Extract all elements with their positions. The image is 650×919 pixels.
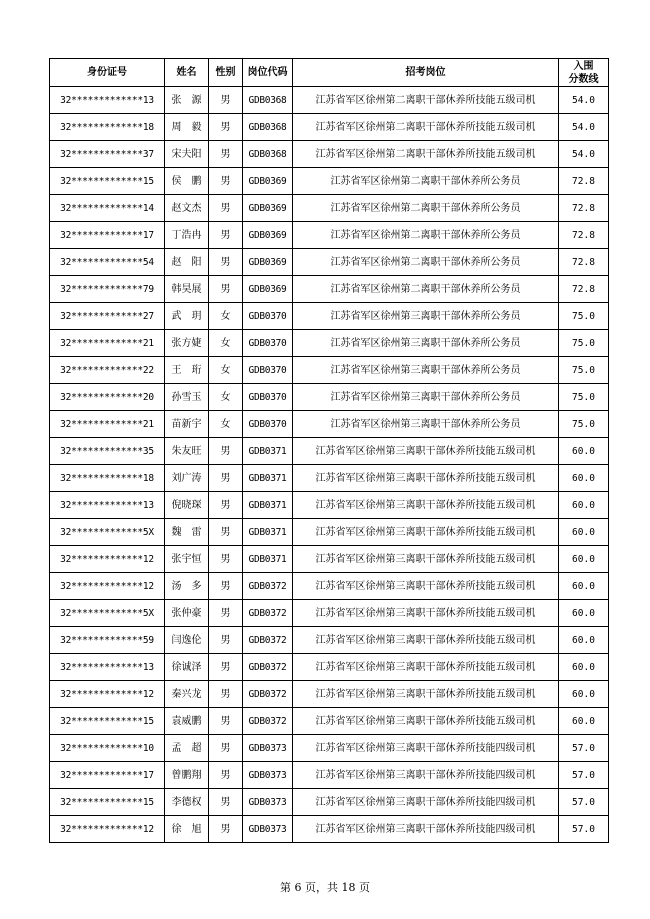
code-cell: GDB0373 <box>243 735 293 762</box>
table-row <box>50 195 609 222</box>
header-code: 岗位代码 <box>243 59 293 87</box>
position-cell: 江苏省军区徐州第三离职干部休养所技能五级司机 <box>293 573 559 600</box>
name-cell: 武 玥 <box>165 303 209 330</box>
gender-cell: 女 <box>209 330 243 357</box>
code-cell: GDB0369 <box>243 249 293 276</box>
position-cell: 江苏省军区徐州第三离职干部休养所技能五级司机 <box>293 708 559 735</box>
score-cell: 60.0 <box>559 519 609 546</box>
name-cell: 魏 雷 <box>165 519 209 546</box>
position-cell: 江苏省军区徐州第三离职干部休养所技能四级司机 <box>293 735 559 762</box>
name-cell: 汤 多 <box>165 573 209 600</box>
score-cell: 75.0 <box>559 384 609 411</box>
position-cell: 江苏省军区徐州第二离职干部休养所公务员 <box>293 276 559 303</box>
name-cell: 宋夫阳 <box>165 141 209 168</box>
score-cell: 60.0 <box>559 465 609 492</box>
score-cell: 75.0 <box>559 357 609 384</box>
position-cell: 江苏省军区徐州第三离职干部休养所公务员 <box>293 411 559 438</box>
header-position: 招考岗位 <box>293 59 559 87</box>
code-cell: GDB0373 <box>243 816 293 843</box>
position-cell: 江苏省军区徐州第三离职干部休养所技能四级司机 <box>293 789 559 816</box>
gender-cell: 男 <box>209 168 243 195</box>
code-cell: GDB0372 <box>243 654 293 681</box>
table-row <box>50 789 609 816</box>
position-cell: 江苏省军区徐州第二离职干部休养所公务员 <box>293 249 559 276</box>
name-cell: 袁威鹏 <box>165 708 209 735</box>
score-cell: 72.8 <box>559 276 609 303</box>
position-cell: 江苏省军区徐州第三离职干部休养所技能五级司机 <box>293 654 559 681</box>
id-cell: 32*************12 <box>50 546 165 573</box>
gender-cell: 男 <box>209 708 243 735</box>
header-score <box>559 59 609 87</box>
gender-cell: 女 <box>209 384 243 411</box>
score-cell: 54.0 <box>559 114 609 141</box>
code-cell: GDB0369 <box>243 276 293 303</box>
score-cell: 72.8 <box>559 195 609 222</box>
id-cell: 32*************5X <box>50 519 165 546</box>
score-cell: 60.0 <box>559 600 609 627</box>
name-cell: 孙雪玉 <box>165 384 209 411</box>
code-cell: GDB0371 <box>243 546 293 573</box>
score-cell: 57.0 <box>559 789 609 816</box>
gender-cell: 男 <box>209 735 243 762</box>
header-score-line2: 分数线 <box>568 73 599 85</box>
gender-cell: 男 <box>209 141 243 168</box>
code-cell: GDB0372 <box>243 600 293 627</box>
code-cell: GDB0373 <box>243 762 293 789</box>
position-cell: 江苏省军区徐州第三离职干部休养所技能五级司机 <box>293 627 559 654</box>
name-cell: 张方婕 <box>165 330 209 357</box>
score-cell: 72.8 <box>559 249 609 276</box>
code-cell: GDB0371 <box>243 492 293 519</box>
code-cell: GDB0368 <box>243 87 293 114</box>
gender-cell: 女 <box>209 357 243 384</box>
name-cell: 秦兴龙 <box>165 681 209 708</box>
score-cell: 57.0 <box>559 762 609 789</box>
position-cell: 江苏省军区徐州第三离职干部休养所技能五级司机 <box>293 438 559 465</box>
table-row <box>50 681 609 708</box>
table-row <box>50 168 609 195</box>
position-cell: 江苏省军区徐州第三离职干部休养所技能五级司机 <box>293 465 559 492</box>
table-row <box>50 492 609 519</box>
table-row <box>50 276 609 303</box>
table-row <box>50 627 609 654</box>
position-cell: 江苏省军区徐州第三离职干部休养所技能五级司机 <box>293 519 559 546</box>
gender-cell: 男 <box>209 222 243 249</box>
name-cell: 刘广涛 <box>165 465 209 492</box>
code-cell: GDB0370 <box>243 411 293 438</box>
code-cell: GDB0371 <box>243 519 293 546</box>
position-cell: 江苏省军区徐州第二离职干部休养所技能五级司机 <box>293 114 559 141</box>
table-row <box>50 762 609 789</box>
name-cell: 王 珩 <box>165 357 209 384</box>
score-cell: 75.0 <box>559 303 609 330</box>
id-cell: 32*************15 <box>50 789 165 816</box>
id-cell: 32*************79 <box>50 276 165 303</box>
position-cell: 江苏省军区徐州第三离职干部休养所技能四级司机 <box>293 762 559 789</box>
gender-cell: 男 <box>209 789 243 816</box>
position-cell: 江苏省军区徐州第二离职干部休养所技能五级司机 <box>293 87 559 114</box>
id-cell: 32*************20 <box>50 384 165 411</box>
table-row <box>50 573 609 600</box>
score-cell: 60.0 <box>559 654 609 681</box>
name-cell: 张 源 <box>165 87 209 114</box>
id-cell: 32*************37 <box>50 141 165 168</box>
score-cell: 54.0 <box>559 141 609 168</box>
table-row <box>50 654 609 681</box>
position-cell: 江苏省军区徐州第二离职干部休养所公务员 <box>293 168 559 195</box>
id-cell: 32*************5X <box>50 600 165 627</box>
gender-cell: 男 <box>209 249 243 276</box>
name-cell: 孟 超 <box>165 735 209 762</box>
code-cell: GDB0369 <box>243 195 293 222</box>
code-cell: GDB0368 <box>243 141 293 168</box>
id-cell: 32*************18 <box>50 114 165 141</box>
id-cell: 32*************17 <box>50 762 165 789</box>
id-cell: 32*************14 <box>50 195 165 222</box>
position-cell: 江苏省军区徐州第三离职干部休养所技能五级司机 <box>293 681 559 708</box>
table-row <box>50 546 609 573</box>
header-id: 身份证号 <box>50 59 165 87</box>
code-cell: GDB0370 <box>243 303 293 330</box>
table-row <box>50 519 609 546</box>
id-cell: 32*************12 <box>50 573 165 600</box>
name-cell: 丁浩冉 <box>165 222 209 249</box>
position-cell: 江苏省军区徐州第三离职干部休养所公务员 <box>293 330 559 357</box>
id-cell: 32*************59 <box>50 627 165 654</box>
id-cell: 32*************15 <box>50 168 165 195</box>
gender-cell: 男 <box>209 627 243 654</box>
name-cell: 韩昊展 <box>165 276 209 303</box>
name-cell: 倪晓琛 <box>165 492 209 519</box>
table-row <box>50 87 609 114</box>
name-cell: 朱友旺 <box>165 438 209 465</box>
id-cell: 32*************27 <box>50 303 165 330</box>
gender-cell: 男 <box>209 519 243 546</box>
code-cell: GDB0369 <box>243 168 293 195</box>
name-cell: 闫逸伦 <box>165 627 209 654</box>
position-cell: 江苏省军区徐州第二离职干部休养所技能五级司机 <box>293 141 559 168</box>
code-cell: GDB0372 <box>243 681 293 708</box>
id-cell: 32*************21 <box>50 411 165 438</box>
name-cell: 曾鹏翔 <box>165 762 209 789</box>
gender-cell: 男 <box>209 114 243 141</box>
score-cell: 60.0 <box>559 492 609 519</box>
results-sheet <box>49 58 609 843</box>
score-cell: 60.0 <box>559 438 609 465</box>
header-score-line1: 入围 <box>573 60 594 72</box>
gender-cell: 男 <box>209 276 243 303</box>
table-row <box>50 249 609 276</box>
table-row <box>50 384 609 411</box>
score-cell: 72.8 <box>559 168 609 195</box>
code-cell: GDB0369 <box>243 222 293 249</box>
score-cell: 54.0 <box>559 87 609 114</box>
position-cell: 江苏省军区徐州第三离职干部休养所技能五级司机 <box>293 492 559 519</box>
id-cell: 32*************18 <box>50 465 165 492</box>
id-cell: 32*************22 <box>50 357 165 384</box>
code-cell: GDB0372 <box>243 573 293 600</box>
name-cell: 徐诚泽 <box>165 654 209 681</box>
score-cell: 75.0 <box>559 330 609 357</box>
code-cell: GDB0371 <box>243 438 293 465</box>
code-cell: GDB0371 <box>243 465 293 492</box>
id-cell: 32*************21 <box>50 330 165 357</box>
id-cell: 32*************17 <box>50 222 165 249</box>
table-row <box>50 357 609 384</box>
code-cell: GDB0372 <box>243 627 293 654</box>
id-cell: 32*************35 <box>50 438 165 465</box>
table-row <box>50 141 609 168</box>
position-cell: 江苏省军区徐州第二离职干部休养所公务员 <box>293 222 559 249</box>
code-cell: GDB0370 <box>243 330 293 357</box>
gender-cell: 女 <box>209 411 243 438</box>
gender-cell: 男 <box>209 573 243 600</box>
name-cell: 周 毅 <box>165 114 209 141</box>
gender-cell: 女 <box>209 303 243 330</box>
table-row <box>50 411 609 438</box>
gender-cell: 男 <box>209 816 243 843</box>
id-cell: 32*************13 <box>50 492 165 519</box>
id-cell: 32*************54 <box>50 249 165 276</box>
position-cell: 江苏省军区徐州第三离职干部休养所技能四级司机 <box>293 816 559 843</box>
score-cell: 60.0 <box>559 627 609 654</box>
gender-cell: 男 <box>209 465 243 492</box>
name-cell: 张仲豪 <box>165 600 209 627</box>
score-cell: 57.0 <box>559 735 609 762</box>
position-cell: 江苏省军区徐州第三离职干部休养所技能五级司机 <box>293 546 559 573</box>
position-cell: 江苏省军区徐州第三离职干部休养所技能五级司机 <box>293 600 559 627</box>
score-cell: 60.0 <box>559 708 609 735</box>
code-cell: GDB0368 <box>243 114 293 141</box>
name-cell: 苗新宇 <box>165 411 209 438</box>
page-footer: 第 6 页，共 18 页 <box>280 881 370 894</box>
candidate-table <box>49 58 609 843</box>
score-cell: 60.0 <box>559 546 609 573</box>
table-row <box>50 600 609 627</box>
name-cell: 赵 阳 <box>165 249 209 276</box>
name-cell: 徐 旭 <box>165 816 209 843</box>
gender-cell: 男 <box>209 600 243 627</box>
table-row <box>50 438 609 465</box>
id-cell: 32*************10 <box>50 735 165 762</box>
table-row <box>50 735 609 762</box>
name-cell: 赵文杰 <box>165 195 209 222</box>
table-row <box>50 222 609 249</box>
table-row <box>50 303 609 330</box>
table-row <box>50 330 609 357</box>
code-cell: GDB0372 <box>243 708 293 735</box>
name-cell: 张宇恒 <box>165 546 209 573</box>
gender-cell: 男 <box>209 195 243 222</box>
position-cell: 江苏省军区徐州第三离职干部休养所公务员 <box>293 384 559 411</box>
gender-cell: 男 <box>209 546 243 573</box>
code-cell: GDB0370 <box>243 357 293 384</box>
gender-cell: 男 <box>209 654 243 681</box>
id-cell: 32*************13 <box>50 87 165 114</box>
header-gender: 性别 <box>209 59 243 87</box>
table-row <box>50 465 609 492</box>
gender-cell: 男 <box>209 492 243 519</box>
score-cell: 60.0 <box>559 573 609 600</box>
table-row <box>50 114 609 141</box>
id-cell: 32*************12 <box>50 681 165 708</box>
table-row <box>50 816 609 843</box>
table-row <box>50 708 609 735</box>
position-cell: 江苏省军区徐州第三离职干部休养所公务员 <box>293 303 559 330</box>
score-cell: 60.0 <box>559 681 609 708</box>
table-header-row <box>50 59 609 87</box>
code-cell: GDB0370 <box>243 384 293 411</box>
id-cell: 32*************12 <box>50 816 165 843</box>
gender-cell: 男 <box>209 681 243 708</box>
gender-cell: 男 <box>209 87 243 114</box>
gender-cell: 男 <box>209 762 243 789</box>
table-body <box>50 87 609 843</box>
score-cell: 72.8 <box>559 222 609 249</box>
gender-cell: 男 <box>209 438 243 465</box>
score-cell: 57.0 <box>559 816 609 843</box>
name-cell: 侯 鹏 <box>165 168 209 195</box>
id-cell: 32*************13 <box>50 654 165 681</box>
position-cell: 江苏省军区徐州第三离职干部休养所公务员 <box>293 357 559 384</box>
id-cell: 32*************15 <box>50 708 165 735</box>
code-cell: GDB0373 <box>243 789 293 816</box>
position-cell: 江苏省军区徐州第二离职干部休养所公务员 <box>293 195 559 222</box>
score-cell: 75.0 <box>559 411 609 438</box>
header-name: 姓名 <box>165 59 209 87</box>
name-cell: 李德权 <box>165 789 209 816</box>
